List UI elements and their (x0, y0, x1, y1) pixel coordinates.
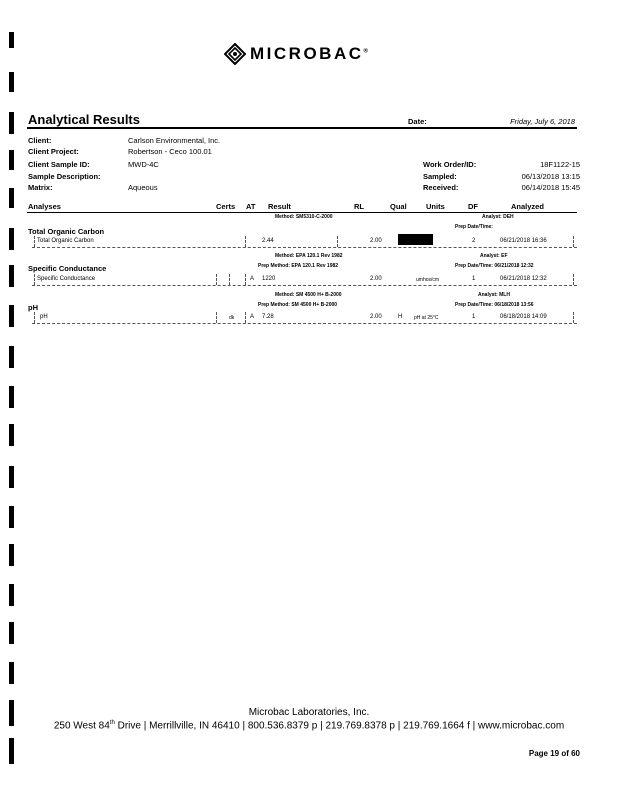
edge-mark (9, 386, 14, 408)
prep-method-line: Prep Method: EPA 120.1 Rev 1982 (258, 263, 339, 269)
result-value: 7.28 (262, 314, 274, 320)
matrix-value: Aqueous (128, 183, 158, 192)
date-label: Date: (408, 117, 427, 126)
col-df: DF (468, 202, 478, 211)
rl-value: 2.00 (370, 314, 382, 320)
group-name: Total Organic Carbon (28, 227, 105, 236)
redaction-block (398, 234, 433, 245)
row-dash (32, 285, 577, 286)
title-rule (27, 127, 577, 129)
sampled-label: Sampled: (423, 172, 457, 181)
col-certs: Certs (216, 202, 236, 211)
at-value: A (250, 314, 255, 320)
edge-mark (9, 32, 14, 48)
edge-mark (9, 112, 14, 134)
row-dash (32, 247, 577, 248)
header-rule (27, 212, 577, 213)
df-value: 2 (472, 238, 476, 244)
work-order-label: Work Order/ID: (423, 160, 477, 169)
row-dash (32, 323, 577, 324)
edge-mark (9, 265, 14, 287)
project-value: Robertson - Ceco 100.01 (128, 147, 212, 156)
edge-mark (9, 662, 14, 684)
sampled-value: 06/13/2018 13:15 (521, 172, 580, 181)
prep-method-line: Prep Method: SM 4500 H+ B-2000 (258, 302, 338, 308)
method-line: Method: SM5310-C-2000 (275, 214, 333, 220)
df-value: 1 (472, 314, 476, 320)
units-value: umhos/cm (416, 277, 440, 283)
row-tick (229, 274, 230, 285)
group-name: pH (28, 303, 38, 312)
analyte-name: Total Organic Carbon (37, 238, 94, 244)
client-value: Carlson Environmental, Inc. (128, 136, 221, 145)
prep-date-line: Prep Date/Time: (455, 224, 493, 230)
col-rl: RL (354, 202, 364, 211)
edge-mark (9, 305, 14, 327)
edge-mark (9, 544, 14, 566)
row-tick (573, 312, 574, 323)
group-name: Specific Conductance (28, 264, 107, 273)
footer-company: Microbac Laboratories, Inc. (248, 707, 370, 718)
edge-mark (9, 72, 14, 92)
analyzed-value: 06/18/2018 14:09 (500, 314, 547, 320)
edge-mark (9, 622, 14, 644)
page-number: Page 19 of 60 (528, 749, 580, 758)
method-line: Method: SM 4500 H+ B-2000 (275, 292, 342, 298)
project-label: Client Project: (28, 147, 79, 156)
edge-mark (9, 424, 14, 446)
row-tick (34, 274, 35, 285)
analyzed-value: 06/21/2018 16:36 (500, 238, 547, 244)
edge-mark (9, 506, 14, 528)
sample-description-label: Sample Description: (28, 172, 101, 181)
client-label: Client: (28, 136, 52, 145)
qual-value: H (398, 314, 403, 320)
analyzed-value: 06/21/2018 12:32 (500, 276, 547, 282)
received-label: Received: (423, 183, 459, 192)
row-tick (573, 274, 574, 285)
row-tick (34, 312, 35, 323)
edge-mark (9, 466, 14, 488)
rl-value: 2.00 (370, 238, 382, 244)
certs-value: dk (229, 315, 235, 321)
prep-date-line: Prep Date/Time: 06/18/2018 13:56 (455, 302, 534, 308)
edge-mark (9, 228, 14, 250)
sample-id-value: MWD-4C (128, 160, 159, 169)
rl-value: 2.00 (370, 276, 382, 282)
footer-address: 250 West 84th Drive | Merrillville, IN 46410 | 800.536.8379 p | 219.769.8378 p | 219.769.1664 f | www.microbac.com (53, 720, 565, 732)
col-analyses: Analyses (28, 202, 61, 211)
df-value: 1 (472, 276, 476, 282)
prep-date-line: Prep Date/Time: 06/21/2018 12:32 (455, 263, 534, 269)
row-tick (216, 312, 217, 323)
method-line: Method: EPA 120.1 Rev 1982 (275, 253, 343, 259)
analyst-line: Analyst: EF (480, 253, 508, 259)
edge-mark (9, 584, 14, 606)
result-value: 2.44 (262, 238, 274, 244)
edge-mark (9, 738, 14, 764)
result-value: 1220 (262, 276, 276, 282)
col-analyzed: Analyzed (511, 202, 544, 211)
row-tick (34, 236, 35, 247)
row-tick (337, 236, 338, 247)
analyte-name: pH (40, 314, 48, 320)
microbac-logo-icon (224, 43, 246, 65)
received-value: 06/14/2018 15:45 (521, 183, 580, 192)
col-at: AT (246, 202, 256, 211)
at-value: A (250, 276, 255, 282)
sample-id-label: Client Sample ID: (28, 160, 90, 169)
work-order-value: 18F1122-15 (540, 160, 580, 169)
row-tick (245, 274, 246, 285)
row-tick (245, 236, 246, 247)
date-value: Friday, July 6, 2018 (510, 117, 575, 126)
units-value: pH at 25°C (414, 315, 439, 321)
analyst-line: Analyst: DEH (482, 214, 514, 220)
col-result: Result (268, 202, 291, 211)
edge-mark (9, 346, 14, 368)
row-tick (245, 312, 246, 323)
analyte-name: Specific Conductance (37, 276, 96, 282)
row-tick (573, 236, 574, 247)
row-tick (216, 274, 217, 285)
col-qual: Qual (390, 202, 407, 211)
page-title: Analytical Results (28, 112, 140, 127)
edge-mark (9, 150, 14, 170)
brand-name: MICROBAC® (250, 44, 368, 63)
matrix-label: Matrix: (28, 183, 53, 192)
analyst-line: Analyst: MLH (478, 292, 510, 298)
col-units: Units (426, 202, 445, 211)
edge-mark (9, 188, 14, 208)
